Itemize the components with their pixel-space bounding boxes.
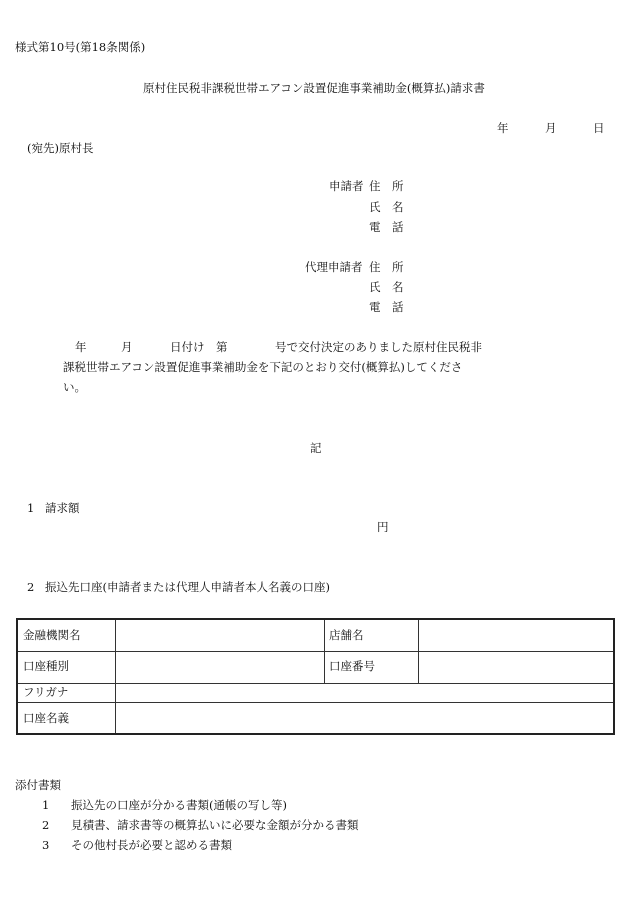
body-month: 月 bbox=[121, 340, 133, 354]
body-line1-rest: 号で交付決定のありました原村住民税非 bbox=[275, 340, 482, 354]
attachment-text: その他村長が必要と認める書類 bbox=[71, 838, 232, 852]
date-month: 月 bbox=[545, 121, 557, 135]
table-col-divider bbox=[418, 620, 419, 683]
applicant-address-label: 住 所 bbox=[369, 179, 404, 193]
body-year: 年 bbox=[75, 340, 87, 354]
attachments-heading: 添付書類 bbox=[15, 778, 61, 792]
account-number-label: 口座番号 bbox=[329, 659, 375, 673]
attachment-text: 振込先の口座が分かる書類(通帳の写し等) bbox=[71, 798, 287, 812]
document-title: 原村住民税非課税世帯エアコン設置促進事業補助金(概算払)請求書 bbox=[143, 81, 485, 95]
bank-account-table bbox=[16, 618, 615, 735]
section2-label: 振込先口座(申請者または代理人申請者本人名義の口座) bbox=[45, 580, 330, 594]
date-year: 年 bbox=[497, 121, 509, 135]
agent-name-label: 氏 名 bbox=[369, 280, 404, 294]
agent-phone-label: 電 話 bbox=[369, 300, 404, 314]
applicant-name-label: 氏 名 bbox=[369, 200, 404, 214]
table-col-divider bbox=[115, 620, 116, 733]
applicant-phone-label: 電 話 bbox=[369, 220, 404, 234]
section1-unit: 円 bbox=[377, 520, 389, 534]
table-row-divider bbox=[18, 683, 613, 684]
form-number: 様式第10号(第18条関係) bbox=[15, 40, 146, 54]
section1-label: 請求額 bbox=[45, 501, 80, 515]
table-row-divider bbox=[18, 651, 613, 652]
account-holder-label: 口座名義 bbox=[23, 711, 69, 725]
table-col-divider bbox=[324, 620, 325, 683]
body-line3: い。 bbox=[63, 380, 86, 394]
date-day: 日 bbox=[593, 121, 605, 135]
agent-address-label: 住 所 bbox=[369, 260, 404, 274]
section1-number: 1 bbox=[27, 501, 35, 515]
attachment-number: 1 bbox=[42, 798, 50, 812]
ki-marker: 記 bbox=[310, 441, 322, 455]
attachment-text: 見積書、請求書等の概算払いに必要な金額が分かる書類 bbox=[71, 818, 359, 832]
section2-number: 2 bbox=[27, 580, 35, 594]
table-row-divider bbox=[18, 702, 613, 703]
account-type-label: 口座種別 bbox=[23, 659, 69, 673]
body-line2: 課税世帯エアコン設置促進事業補助金を下記のとおり交付(概算払)してくださ bbox=[63, 360, 463, 374]
attachment-number: 2 bbox=[42, 818, 50, 832]
attachment-number: 3 bbox=[42, 838, 50, 852]
furigana-label: フリガナ bbox=[23, 685, 69, 699]
applicant-label: 申請者 bbox=[329, 179, 364, 193]
bank-name-label: 金融機関名 bbox=[23, 628, 81, 642]
agent-label: 代理申請者 bbox=[305, 260, 363, 274]
addressee: (宛先)原村長 bbox=[27, 141, 94, 155]
body-day-number: 日付け 第 bbox=[170, 340, 228, 354]
branch-label: 店舗名 bbox=[329, 628, 364, 642]
